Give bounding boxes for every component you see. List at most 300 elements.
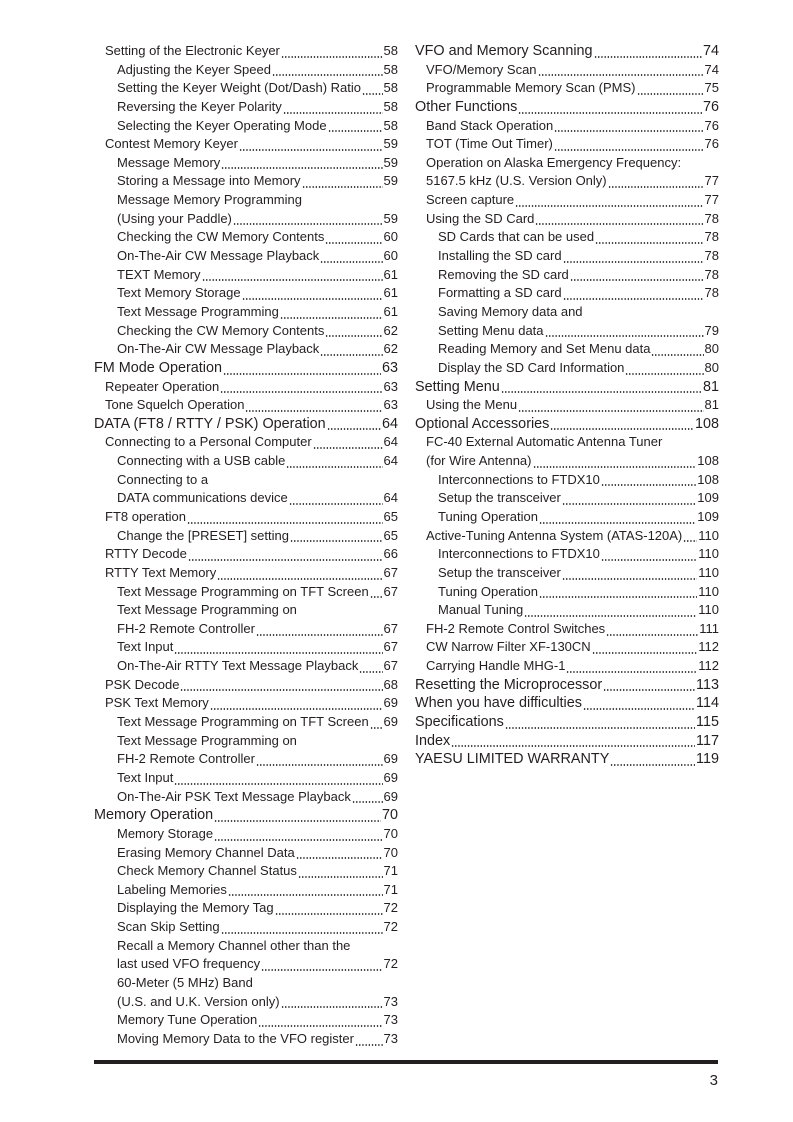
toc-entry-page: 110 xyxy=(698,564,719,580)
toc-entry-title: On-The-Air CW Message Playback xyxy=(117,248,320,264)
toc-entry-page: 61 xyxy=(383,266,398,282)
toc-entry-title: Text Memory Storage xyxy=(117,285,241,301)
toc-entry[interactable] xyxy=(94,61,398,80)
toc-entry-page: 72 xyxy=(383,900,398,916)
toc-entry-title: RTTY Decode xyxy=(105,546,187,562)
toc-entry-title: Setup the transceiver xyxy=(438,564,561,580)
toc-entry[interactable] xyxy=(94,825,398,844)
dot-leader xyxy=(538,74,704,76)
dot-leader xyxy=(180,689,382,691)
dot-leader xyxy=(370,596,383,598)
dot-leader xyxy=(245,410,382,412)
toc-entry[interactable] xyxy=(94,191,398,210)
toc-entry-page: 74 xyxy=(702,42,719,59)
toc-entry[interactable] xyxy=(94,266,398,285)
toc-entry[interactable] xyxy=(94,508,398,527)
toc-entry[interactable] xyxy=(94,228,398,247)
toc-entry[interactable] xyxy=(94,340,398,359)
toc-entry-title: Setup the transceiver xyxy=(438,490,561,506)
dot-leader xyxy=(608,186,704,188)
dot-leader xyxy=(286,466,382,468)
toc-entry-page: 74 xyxy=(704,61,719,77)
toc-entry-page: 70 xyxy=(381,807,398,824)
dot-leader xyxy=(281,56,383,58)
dot-leader xyxy=(562,503,696,505)
toc-entry-title: Selecting the Keyer Operating Mode xyxy=(117,117,327,133)
toc-entry-page: 109 xyxy=(697,490,719,506)
toc-entry[interactable] xyxy=(94,378,398,397)
toc-entry[interactable] xyxy=(94,806,398,825)
dot-leader xyxy=(359,671,382,673)
toc-entry[interactable] xyxy=(415,508,719,527)
toc-entry-title: Moving Memory Data to the VFO register xyxy=(117,1030,354,1046)
toc-entry-page: 77 xyxy=(704,173,719,189)
toc-entry[interactable] xyxy=(415,378,719,397)
dot-leader xyxy=(539,522,696,524)
toc-entry[interactable] xyxy=(415,172,719,191)
dot-leader xyxy=(280,317,383,319)
toc-entry-title: On-The-Air PSK Text Message Playback xyxy=(117,788,351,804)
toc-entry-title: Setting the Keyer Weight (Dot/Dash) Ratio xyxy=(117,80,361,96)
toc-entry-title: Reading Memory and Set Menu data xyxy=(438,341,651,357)
toc-entry-title: Manual Tuning xyxy=(438,602,524,618)
dot-leader xyxy=(603,689,695,691)
footer-rule xyxy=(94,1060,718,1064)
toc-entry-title: TOT (Time Out Timer) xyxy=(426,136,553,152)
toc-entry-title: Tuning Operation xyxy=(438,509,538,524)
toc-entry-title: Setting Menu xyxy=(415,378,500,395)
dot-leader xyxy=(524,615,697,617)
toc-entry[interactable] xyxy=(94,98,398,117)
toc-entry[interactable] xyxy=(94,862,398,881)
toc-entry-title: Screen capture xyxy=(426,192,515,208)
toc-entry-page: 67 xyxy=(383,583,398,599)
toc-entry-page: 58 xyxy=(383,42,398,58)
toc-entry[interactable] xyxy=(94,489,398,508)
toc-entry-title: Erasing Memory Channel Data xyxy=(117,844,295,860)
dot-leader xyxy=(256,764,383,766)
toc-entry[interactable] xyxy=(94,154,398,173)
toc-entry-title: Setting Menu data xyxy=(438,322,544,338)
dot-leader xyxy=(583,708,695,710)
dot-leader xyxy=(501,391,702,393)
toc-entry-page: 73 xyxy=(383,1030,398,1046)
toc-entry-title: VFO and Memory Scanning xyxy=(415,42,593,59)
toc-entry-page: 108 xyxy=(697,471,719,487)
dot-leader xyxy=(327,428,381,430)
toc-entry[interactable] xyxy=(415,61,719,80)
dot-leader xyxy=(290,540,383,542)
toc-entry[interactable] xyxy=(94,210,398,229)
toc-entry-title: Display the SD Card Information xyxy=(438,359,625,375)
toc-entry-title: (for Wire Antenna) xyxy=(426,453,532,469)
toc-entry[interactable] xyxy=(415,210,719,229)
toc-entry-title: Text Message Programming on TFT Screen xyxy=(117,714,369,730)
toc-entry[interactable] xyxy=(94,359,398,378)
toc-entry-page: 72 xyxy=(383,956,398,972)
toc-entry[interactable] xyxy=(94,974,398,993)
toc-entry[interactable] xyxy=(415,601,719,620)
dot-leader xyxy=(239,149,383,151)
toc-entry-page: 76 xyxy=(704,136,719,152)
dot-leader xyxy=(683,540,697,542)
toc-entry-title: Text Message Programming on xyxy=(117,602,297,618)
toc-entry[interactable] xyxy=(415,284,719,303)
dot-leader xyxy=(554,149,704,151)
toc-entry[interactable] xyxy=(415,359,719,378)
dot-leader xyxy=(637,93,704,95)
toc-entry[interactable] xyxy=(94,918,398,937)
toc-entry[interactable] xyxy=(415,713,719,732)
toc-entry[interactable] xyxy=(415,191,719,210)
toc-entry[interactable] xyxy=(94,676,398,695)
toc-entry-page: 114 xyxy=(696,695,719,712)
toc-entry[interactable] xyxy=(94,899,398,918)
dot-leader xyxy=(187,522,383,524)
toc-entry[interactable] xyxy=(94,564,398,583)
toc-entry-page: 70 xyxy=(383,825,398,841)
toc-entry[interactable] xyxy=(94,527,398,546)
toc-entry[interactable] xyxy=(94,955,398,974)
toc-entry[interactable] xyxy=(94,993,398,1012)
toc-entry-page: 69 xyxy=(383,695,398,711)
toc-entry-page: 59 xyxy=(383,210,398,226)
toc-entry[interactable] xyxy=(415,98,719,117)
toc-entry-page: 58 xyxy=(383,61,398,77)
toc-entry-page: 73 xyxy=(383,993,398,1009)
toc-entry-title: last used VFO frequency xyxy=(117,956,261,972)
dot-leader xyxy=(188,559,383,561)
toc-entry[interactable] xyxy=(415,620,719,639)
toc-entry[interactable] xyxy=(94,545,398,564)
toc-entry-title: Repeater Operation xyxy=(105,378,220,394)
toc-entry[interactable] xyxy=(94,42,398,61)
toc-entry-page: 108 xyxy=(697,453,719,469)
dot-leader xyxy=(228,894,383,896)
toc-entry[interactable] xyxy=(94,284,398,303)
toc-entry[interactable] xyxy=(415,340,719,359)
toc-entry[interactable] xyxy=(94,172,398,191)
dot-leader xyxy=(545,335,704,337)
toc-entry[interactable] xyxy=(415,247,719,266)
toc-entry-page: 64 xyxy=(383,453,398,469)
toc-entry[interactable] xyxy=(94,322,398,341)
toc-entry-page: 59 xyxy=(383,136,398,152)
dot-leader xyxy=(328,130,383,132)
toc-entry-title: Checking the CW Memory Contents xyxy=(117,322,325,338)
toc-entry-title: Labeling Memories xyxy=(117,881,227,897)
toc-entry-title: On-The-Air RTTY Text Message Playback xyxy=(117,658,359,674)
toc-entry[interactable] xyxy=(94,471,398,490)
toc-entry-page: 67 xyxy=(383,658,398,674)
page-number: 3 xyxy=(709,1072,718,1089)
dot-leader xyxy=(610,764,695,766)
dot-leader xyxy=(563,298,704,300)
toc-entry[interactable] xyxy=(415,452,719,471)
toc-entry-title: Connecting with a USB cable xyxy=(117,453,286,469)
toc-entry-page: 69 xyxy=(383,769,398,785)
toc-entry[interactable] xyxy=(94,452,398,471)
toc-entry[interactable] xyxy=(415,545,719,564)
toc-entry-title: Text Input xyxy=(117,769,174,785)
dot-leader xyxy=(518,112,702,114)
toc-entry-page: 73 xyxy=(383,1012,398,1028)
toc-entry-page: 113 xyxy=(696,676,719,693)
dot-leader xyxy=(214,820,381,822)
toc-entry[interactable] xyxy=(415,322,719,341)
toc-entry[interactable] xyxy=(415,489,719,508)
dot-leader xyxy=(570,279,704,281)
toc-entry-page: 72 xyxy=(383,919,398,935)
toc-entry-page: 76 xyxy=(702,98,719,115)
toc-entry-page: 110 xyxy=(698,546,719,562)
dot-leader xyxy=(515,205,703,207)
dot-leader xyxy=(562,578,697,580)
dot-leader xyxy=(233,223,383,225)
toc-entry-page: 111 xyxy=(699,620,719,636)
dot-leader xyxy=(320,261,382,263)
toc-entry-title: Reversing the Keyer Polarity xyxy=(117,98,282,114)
toc-entry-page: 59 xyxy=(383,154,398,170)
dot-leader xyxy=(535,223,703,225)
toc-entry[interactable] xyxy=(415,135,719,154)
dot-leader xyxy=(302,186,383,188)
toc-entry[interactable] xyxy=(94,433,398,452)
toc-entry[interactable] xyxy=(94,937,398,956)
dot-leader xyxy=(289,503,383,505)
toc-entry[interactable] xyxy=(415,583,719,602)
toc-entry-title: Message Memory Programming xyxy=(117,192,302,208)
toc-entry[interactable] xyxy=(415,42,719,61)
toc-entry[interactable] xyxy=(94,601,398,620)
toc-entry[interactable] xyxy=(415,415,719,434)
dot-leader xyxy=(355,1044,383,1046)
dot-leader xyxy=(563,261,704,263)
toc-entry-title: Text Input xyxy=(117,639,174,655)
dot-leader xyxy=(539,596,697,598)
toc-entry-page: 75 xyxy=(704,80,719,96)
toc-entry-page: 76 xyxy=(704,117,719,133)
dot-leader xyxy=(625,373,703,375)
dot-leader xyxy=(221,932,383,934)
toc-entry-page: 65 xyxy=(383,527,398,543)
toc-entry-page: 80 xyxy=(704,341,719,357)
toc-entry-title: Text Message Programming on TFT Screen xyxy=(117,583,369,599)
toc-entry[interactable] xyxy=(94,657,398,676)
toc-entry-page: 115 xyxy=(696,714,719,731)
toc-entry-title: Text Message Programming xyxy=(117,303,279,319)
toc-entry-title: Specifications xyxy=(415,714,504,731)
toc-entry-title: FC-40 External Automatic Antenna Tuner xyxy=(426,434,663,450)
toc-entry[interactable] xyxy=(94,303,398,322)
toc-entry-page: 110 xyxy=(698,527,719,543)
dot-leader xyxy=(313,447,383,449)
toc-entry[interactable] xyxy=(94,844,398,863)
dot-leader xyxy=(223,373,381,375)
toc-entry-page: 69 xyxy=(383,714,398,730)
dot-leader xyxy=(221,167,382,169)
toc-entry-title: Removing the SD card xyxy=(438,266,569,282)
dot-leader xyxy=(554,130,703,132)
toc-entry[interactable] xyxy=(415,732,719,751)
toc-entry-page: 110 xyxy=(698,583,719,599)
toc-entry-title: Carrying Handle MHG-1 xyxy=(426,658,566,674)
toc-entry-title: Using the SD Card xyxy=(426,210,535,226)
toc-entry[interactable] xyxy=(415,266,719,285)
toc-entry-title: FH-2 Remote Controller xyxy=(117,620,255,636)
toc-entry[interactable] xyxy=(94,117,398,136)
toc-entry-page: 67 xyxy=(383,620,398,636)
dot-leader xyxy=(202,279,383,281)
toc-entry[interactable] xyxy=(94,639,398,658)
toc-entry-title: Storing a Message into Memory xyxy=(117,173,301,189)
toc-entry[interactable] xyxy=(94,415,398,434)
toc-entry[interactable] xyxy=(94,247,398,266)
toc-entry-title: Checking the CW Memory Contents xyxy=(117,229,325,245)
toc-entry-title: DATA (FT8 / RTTY / PSK) Operation xyxy=(94,415,326,432)
toc-entry[interactable] xyxy=(415,657,719,676)
dot-leader xyxy=(214,839,382,841)
toc-entry-title: Contest Memory Keyer xyxy=(105,136,238,152)
toc-entry[interactable] xyxy=(94,583,398,602)
toc-entry[interactable] xyxy=(94,1011,398,1030)
dot-leader xyxy=(217,578,382,580)
toc-entry[interactable] xyxy=(415,396,719,415)
toc-entry-page: 71 xyxy=(383,881,398,897)
toc-entry-page: 61 xyxy=(383,303,398,319)
toc-entry-page: 61 xyxy=(383,285,398,301)
dot-leader xyxy=(242,298,383,300)
toc-entry-page: 62 xyxy=(383,341,398,357)
toc-entry-page: 67 xyxy=(383,639,398,655)
toc-entry-page: 67 xyxy=(383,564,398,580)
toc-entry-title: Operation on Alaska Emergency Frequency: xyxy=(426,154,682,170)
toc-entry-page: 66 xyxy=(383,546,398,562)
toc-entry-title: Memory Operation xyxy=(94,807,214,824)
toc-entry[interactable] xyxy=(94,713,398,732)
toc-entry-title: Other Functions xyxy=(415,98,518,115)
toc-entry-page: 112 xyxy=(698,639,719,655)
toc-entry-page: 108 xyxy=(694,415,719,432)
toc-entry-title: Resetting the Microprocessor xyxy=(415,676,603,693)
toc-entry-page: 69 xyxy=(383,751,398,767)
toc-entry[interactable] xyxy=(415,154,719,173)
toc-entry-title: Programmable Memory Scan (PMS) xyxy=(426,80,636,96)
dot-leader xyxy=(325,242,382,244)
toc-entry[interactable] xyxy=(415,79,719,98)
toc-entry[interactable] xyxy=(94,396,398,415)
toc-entry[interactable] xyxy=(94,732,398,751)
toc-entry-title: RTTY Text Memory xyxy=(105,564,217,580)
toc-entry[interactable] xyxy=(415,694,719,713)
toc-entry-title: Setting of the Electronic Keyer xyxy=(105,42,280,58)
toc-entry[interactable] xyxy=(94,788,398,807)
toc-entry-page: 58 xyxy=(383,80,398,96)
toc-entry-title: When you have difficulties xyxy=(415,695,582,712)
toc-entry-title: 5167.5 kHz (U.S. Version Only) xyxy=(426,173,607,189)
toc-entry-page: 60 xyxy=(383,248,398,264)
toc-entry-page: 70 xyxy=(383,844,398,860)
toc-entry-title: Saving Memory data and xyxy=(438,303,583,319)
toc-entry-page: 81 xyxy=(704,397,719,413)
toc-entry-title: SD Cards that can be used xyxy=(438,229,595,245)
toc-entry-page: 58 xyxy=(383,117,398,133)
toc-entry-page: 78 xyxy=(704,248,719,264)
toc-entry-title: Change the [PRESET] setting xyxy=(117,527,289,543)
toc-entry[interactable] xyxy=(94,1030,398,1049)
dot-leader xyxy=(651,354,703,356)
toc-entry[interactable] xyxy=(415,676,719,695)
toc-entry-title: Recall a Memory Channel other than the xyxy=(117,937,351,953)
toc-entry-title: Installing the SD card xyxy=(438,248,562,264)
dot-leader xyxy=(261,969,382,971)
toc-entry-page: 59 xyxy=(383,173,398,189)
toc-entry[interactable] xyxy=(415,228,719,247)
dot-leader xyxy=(210,708,383,710)
toc-entry-title: TEXT Memory xyxy=(117,266,201,282)
dot-leader xyxy=(518,410,703,412)
toc-entry-title: FM Mode Operation xyxy=(94,359,222,376)
toc-entry-page: 80 xyxy=(704,359,719,375)
toc-entry-page: 63 xyxy=(381,359,398,376)
toc-entry-page: 68 xyxy=(383,676,398,692)
dot-leader xyxy=(281,1006,383,1008)
toc-entry[interactable] xyxy=(415,750,719,769)
toc-entry[interactable] xyxy=(415,303,719,322)
toc-entry[interactable] xyxy=(415,433,719,452)
toc-entry[interactable] xyxy=(415,527,719,546)
toc-entry-page: 78 xyxy=(704,266,719,282)
toc-entry-title: Tuning Operation xyxy=(438,583,538,599)
toc-entry[interactable] xyxy=(94,750,398,769)
toc-entry-title: Active-Tuning Antenna System (ATAS-120A) xyxy=(426,527,683,543)
dot-leader xyxy=(325,335,382,337)
toc-entry[interactable] xyxy=(415,471,719,490)
toc-entry[interactable] xyxy=(94,881,398,900)
dot-leader xyxy=(370,727,383,729)
toc-entry-title: FT8 operation xyxy=(105,509,186,524)
dot-leader xyxy=(258,1025,382,1027)
toc-entry-title: DATA communications device xyxy=(117,490,288,506)
toc-entry[interactable] xyxy=(94,620,398,639)
dot-leader xyxy=(283,112,383,114)
toc-entry-page: 65 xyxy=(383,509,398,524)
dot-leader xyxy=(362,93,383,95)
toc-entry[interactable] xyxy=(415,117,719,136)
dot-leader xyxy=(275,913,383,915)
toc-entry-title: PSK Text Memory xyxy=(105,695,209,711)
toc-entry-page: 78 xyxy=(704,210,719,226)
toc-entry-page: 81 xyxy=(702,378,719,395)
toc-entry-title: Check Memory Channel Status xyxy=(117,863,297,879)
toc-entry-title: Formatting a SD card xyxy=(438,285,562,301)
toc-entry[interactable] xyxy=(415,564,719,583)
toc-entry-title: (Using your Paddle) xyxy=(117,210,232,226)
toc-entry[interactable] xyxy=(415,639,719,658)
dot-leader xyxy=(601,484,696,486)
toc-entry-title: (U.S. and U.K. Version only) xyxy=(117,993,280,1009)
toc-entry[interactable] xyxy=(94,79,398,98)
toc-entry-title: Optional Accessories xyxy=(415,415,550,432)
toc-entry[interactable] xyxy=(94,694,398,713)
dot-leader xyxy=(595,242,703,244)
toc-entry-page: 58 xyxy=(383,98,398,114)
dot-leader xyxy=(174,652,382,654)
toc-entry[interactable] xyxy=(94,135,398,154)
dot-leader xyxy=(533,466,697,468)
toc-entry[interactable] xyxy=(94,769,398,788)
toc-entry-title: Text Message Programming on xyxy=(117,732,297,748)
